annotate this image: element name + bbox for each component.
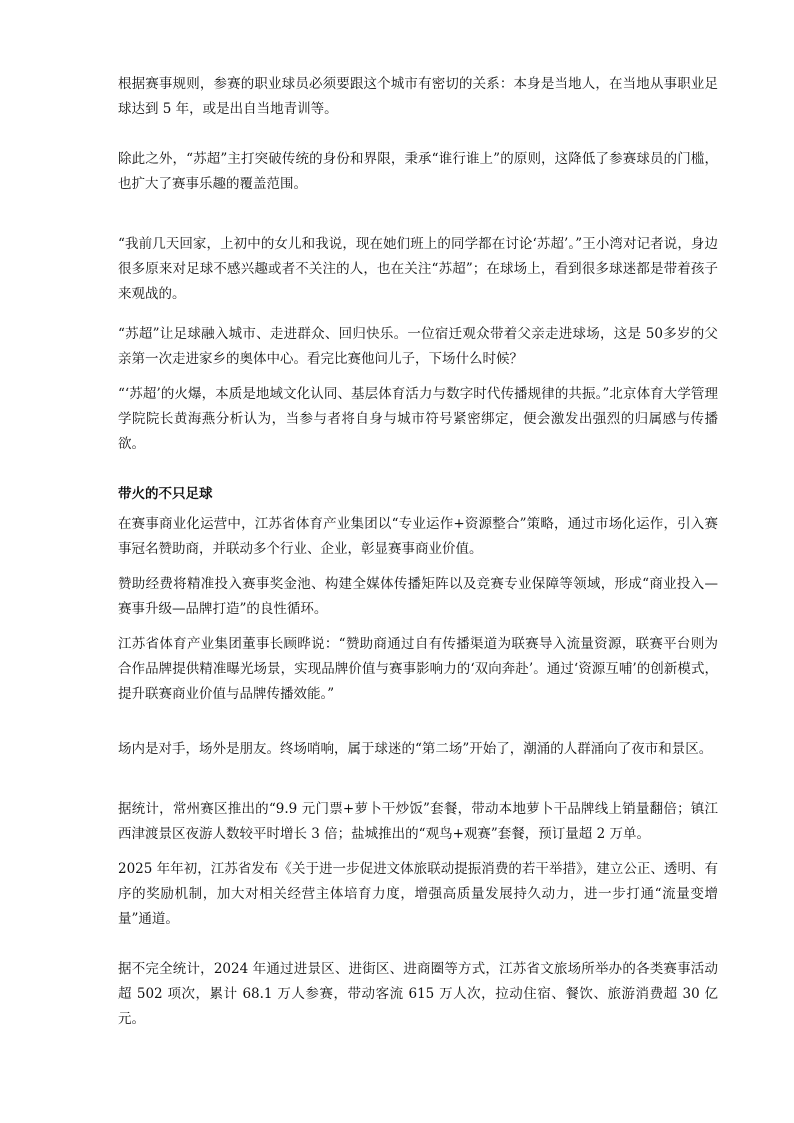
paragraph-6: 在赛事商业化运营中，江苏省体育产业集团以“专业运作+资源整合”策略，通过市场化运作，引入赛事冠名赞助商，并联动多个行业、企业，彰显赛事商业价值。 <box>118 516 718 557</box>
paragraph-2: 除此之外，“苏超”主打突破传统的身份和界限，秉承“谁行谁上”的原则，这降低了参赛球员的门槛，也扩大了赛事乐趣的覆盖范围。 <box>118 151 718 192</box>
paragraph-8: 江苏省体育产业集团董事长顾晔说：“赞助商通过自有传播渠道为联赛导入流量资源，联赛平台则为合作品牌提供精准曝光场景，实现品牌价值与赛事影响力的‘双向奔赴’。通过‘资源互哺’的创新模式，提升联赛商业价值与品牌传播效能。” <box>118 636 718 702</box>
paragraph-5: “‘苏超’的火爆，本质是地域文化认同、基层体育活力与数字时代传播规律的共振。”北京体育大学管理学院院长黄海燕分析认为，当参与者将自身与城市符号紧密绑定，便会激发出强烈的归属感与传播欲。 <box>118 386 718 452</box>
paragraph-4: “苏超”让足球融入城市、走进群众、回归快乐。一位宿迁观众带着父亲走进球场，这是 50多岁的父亲第一次走进家乡的奥体中心。看完比赛他问儿子，下场什么时候？ <box>118 326 718 367</box>
paragraph-9: 场内是对手，场外是朋友。终场哨响，属于球迷的“第二场”开始了，潮涌的人群涌向了夜市和景区。 <box>118 741 713 757</box>
paragraph-3: “我前几天回家，上初中的女儿和我说，现在她们班上的同学都在讨论‘苏超’。”王小湾对记者说，身边很多原来对足球不感兴趣或者不关注的人，也在关注“苏超”；在球场上，看到很多球迷都是带着孩子来观战的。 <box>118 236 718 302</box>
paragraph-11: 2025 年年初，江苏省发布《关于进一步促进文体旅联动提振消费的若干举措》，建立公正、透明、有序的奖励机制，加大对相关经营主体培育力度，增强高质量发展持久动力，进一步打通“流量变增量”通道。 <box>118 861 718 927</box>
section-heading: 带火的不只足球 <box>118 486 213 502</box>
paragraph-1: 根据赛事规则，参赛的职业球员必须要跟这个城市有密切的关系：本身是当地人，在当地从事职业足球达到 5 年，或是出自当地青训等。 <box>118 76 718 117</box>
paragraph-10: 据统计，常州赛区推出的“9.9 元门票+萝卜干炒饭”套餐，带动本地萝卜干品牌线上销量翻倍；镇江西津渡景区夜游人数较平时增长 3 倍；盐城推出的“观鸟+观赛”套餐，预订量超 2 万单。 <box>118 801 718 842</box>
paragraph-12: 据不完全统计，2024 年通过进景区、进街区、进商圈等方式，江苏省文旅场所举办的各类赛事活动超 502 项次，累计 68.1 万人参赛，带动客流 615 万人次，拉动住宿、餐饮、旅游消费超 30 亿元。 <box>118 961 718 1027</box>
paragraph-7: 赞助经费将精准投入赛事奖金池、构建全媒体传播矩阵以及竞赛专业保障等领域，形成“商业投入—赛事升级—品牌打造”的良性循环。 <box>118 576 718 617</box>
